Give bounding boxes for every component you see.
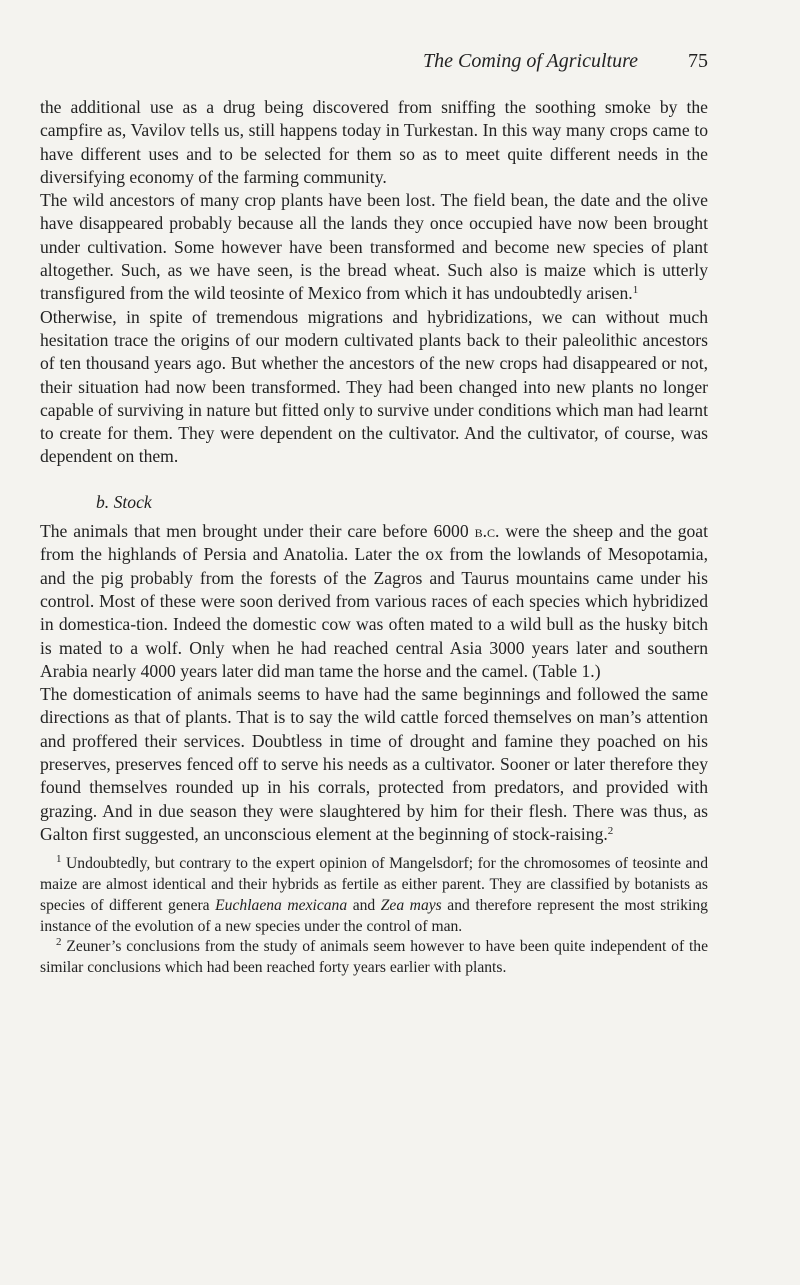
running-title: The Coming of Agriculture (423, 50, 638, 72)
paragraph-continuation: the additional use as a drug being discovered from sniffing the soothing smoke by the campfire as, Vavilov tells us, still happens today in Turkestan. In this way many crops came to have different uses and to be selected for them so as to meet quite different needs in the diversifying economy of the farming community. (40, 97, 708, 187)
footnote-ref-1: 1 (632, 284, 639, 297)
page-number: 75 (688, 50, 708, 72)
footnote-1: $^1$ Undoubtedly, but contrary to the expert opinion of Mangelsdorf; for the chromosomes of teosinte and maize are almost identical and their hybrids as fertile as either parent. They are classified by botanists as species of different genera Euchlaena mexicana and Zea mays and therefore represent the most striking instance of the evolution of a new species under the control of man. (40, 853, 708, 935)
running-header (40, 50, 708, 74)
section-heading-stock: b. Stock (96, 491, 152, 512)
footnotes (40, 854, 708, 979)
page-body (40, 96, 708, 979)
paragraph-wild-ancestors: The wild ancestors of many crop plants have been lost. The field bean, the date and the olive have disappeared probably because all the lands they once occupied have now been brought under cultivation. Some however have been transformed and become new species of plant altogether. Such, as we have seen, is the bread wheat. Such also is maize which is utterly transfigured from the wild teosinte of Mexico from which it has undoubtedly arisen.$^1$ (40, 190, 708, 304)
paragraph-domestication: The domestication of animals seems to have had the same beginnings and followed the same directions as that of plants. That is to say the wild cattle forced themselves on man’s attention and proffered their services. Doubtless in time of drought and famine they poached on his preserves, preserves fenced off to serve his needs as a cultivator. Sooner or later therefore they found themselves rounded up in his corrals, protected from predators, and provided with grazing. And in due season they were slaughtered by him for their flesh. There was thus, as Galton first suggested, an unconscious element at the beginning of stock-raising.$^2$ (40, 684, 708, 844)
paragraph-origins: Otherwise, in spite of tremendous migrations and hybridizations, we can without much hesitation trace the origins of our modern cultivated plants back to their paleolithic ancestors of ten thousand years ago. But whether the ancestors of the new crops had disappeared or not, their situation had now been transformed. They had been changed into new plants no longer capable of surviving in nature but fitted only to survive under conditions which man had learnt to create for them. They were dependent on the cultivator. And the cultivator, of course, was dependent on them. (40, 306, 708, 467)
footnote-2: $^2$ Zeuner’s conclusions from the study of animals seem however to have been quite independent of the similar conclusions which had been reached forty years earlier with plants. (40, 936, 708, 977)
paragraph-animals: The animals that men brought under their care before 6000 b.c. were the sheep and the goat from the highlands of Persia and Anatolia. Later the ox from the lowlands of Mesopotamia, and the pig probably from the forests of the Zagros and Taurus mountains came under his control. Most of these were soon derived from various races of each species which hybridized in domestica-tion. Indeed the domestic cow was often mated to a wild bull as the husky bitch is mated to a wolf. Only when he had reached central Asia 3000 years later and southern Arabia nearly 4000 years later did man tame the horse and the camel. (Table 1.) (40, 521, 708, 681)
footnote-ref-2: 2 (607, 824, 614, 837)
